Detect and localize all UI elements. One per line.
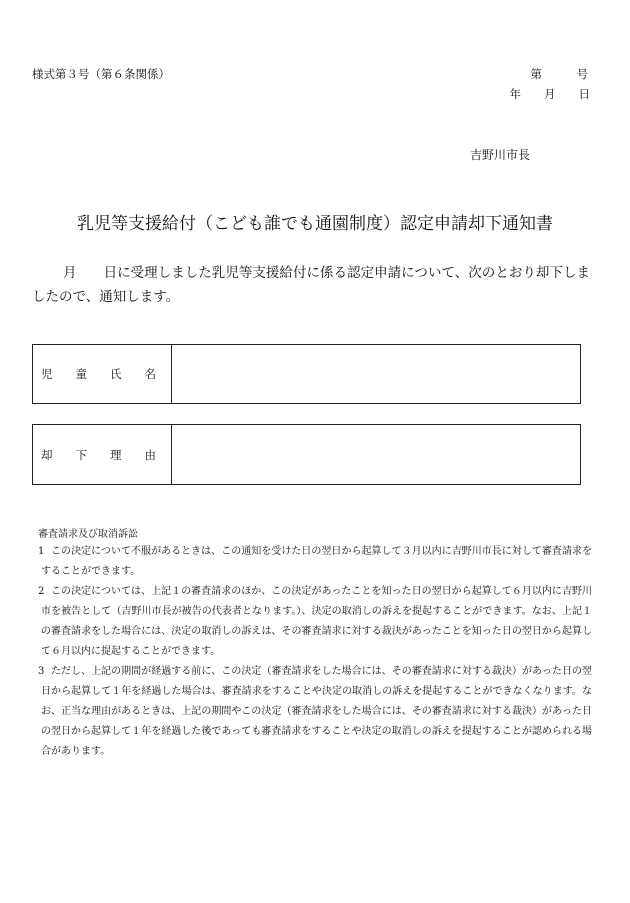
document-number: 第 号	[530, 67, 588, 81]
notice-item-text: この決定については、上記１の審査請求のほか、この決定があったことを知った日の翌日から起算して６月以内に吉野川市を被告として（吉野川市長が被告の代表者となります。）、決定の取消しの訴えを提起することができます。なお、上記１の審査請求をした場合には、決定の取消しの訴えは、その審査請求に対する裁決があったことを知った日の翌日から起算して６月以内に提起することができます。	[41, 586, 592, 657]
notice-heading: 審査請求及び取消訴訟	[38, 529, 138, 540]
notice-item	[32, 542, 592, 582]
child-name-row	[32, 344, 581, 404]
child-name-cell	[172, 345, 580, 403]
notice-item-text: この決定について不服があるときは、この通知を受けた日の翌日から起算して３月以内に吉野川市長に対して審査請求をすることができます。	[41, 546, 592, 577]
notice-list	[32, 542, 592, 762]
notice-item	[32, 582, 592, 662]
notice-item-text: ただし、上記の期間が経過する前に、この決定（審査請求をした場合には、その審査請求に対する裁決）があった日の翌日から起算して１年を経過した場合は、審査請求をすることや決定の取消しの訴えを提起することができなくなります。なお、正当な理由があるときは、上記の期間やこの決定（審査請求をした場合には、その審査請求に対する裁決）があった日の翌日から起算して１年を経過した後であっても審査請求をすることや決定の取消しの訴えを提起することが認められる場合があります。	[41, 666, 592, 757]
notice-item-number: 1	[38, 546, 45, 557]
notice-item	[32, 662, 592, 762]
rejection-reason-label: 却 下 理 由	[33, 425, 172, 484]
form-number: 様式第３号（第６条関係）	[32, 67, 170, 81]
rejection-reason-cell	[172, 425, 580, 484]
intro-paragraph: 月 日に受理しました乳児等支援給付に係る認定申請について、次のとおり却下しましたので、通知します。	[32, 265, 590, 305]
child-name-label: 児 童 氏 名	[33, 345, 172, 403]
sender-name: 吉野川市長	[470, 148, 531, 162]
document-date: 年 月 日	[509, 87, 590, 101]
notice-item-number: 3	[38, 666, 45, 677]
notice-item-number: 2	[38, 586, 45, 597]
rejection-reason-row	[32, 424, 581, 485]
document-title: 乳児等支援給付（こども誰でも通園制度）認定申請却下通知書	[77, 214, 553, 234]
